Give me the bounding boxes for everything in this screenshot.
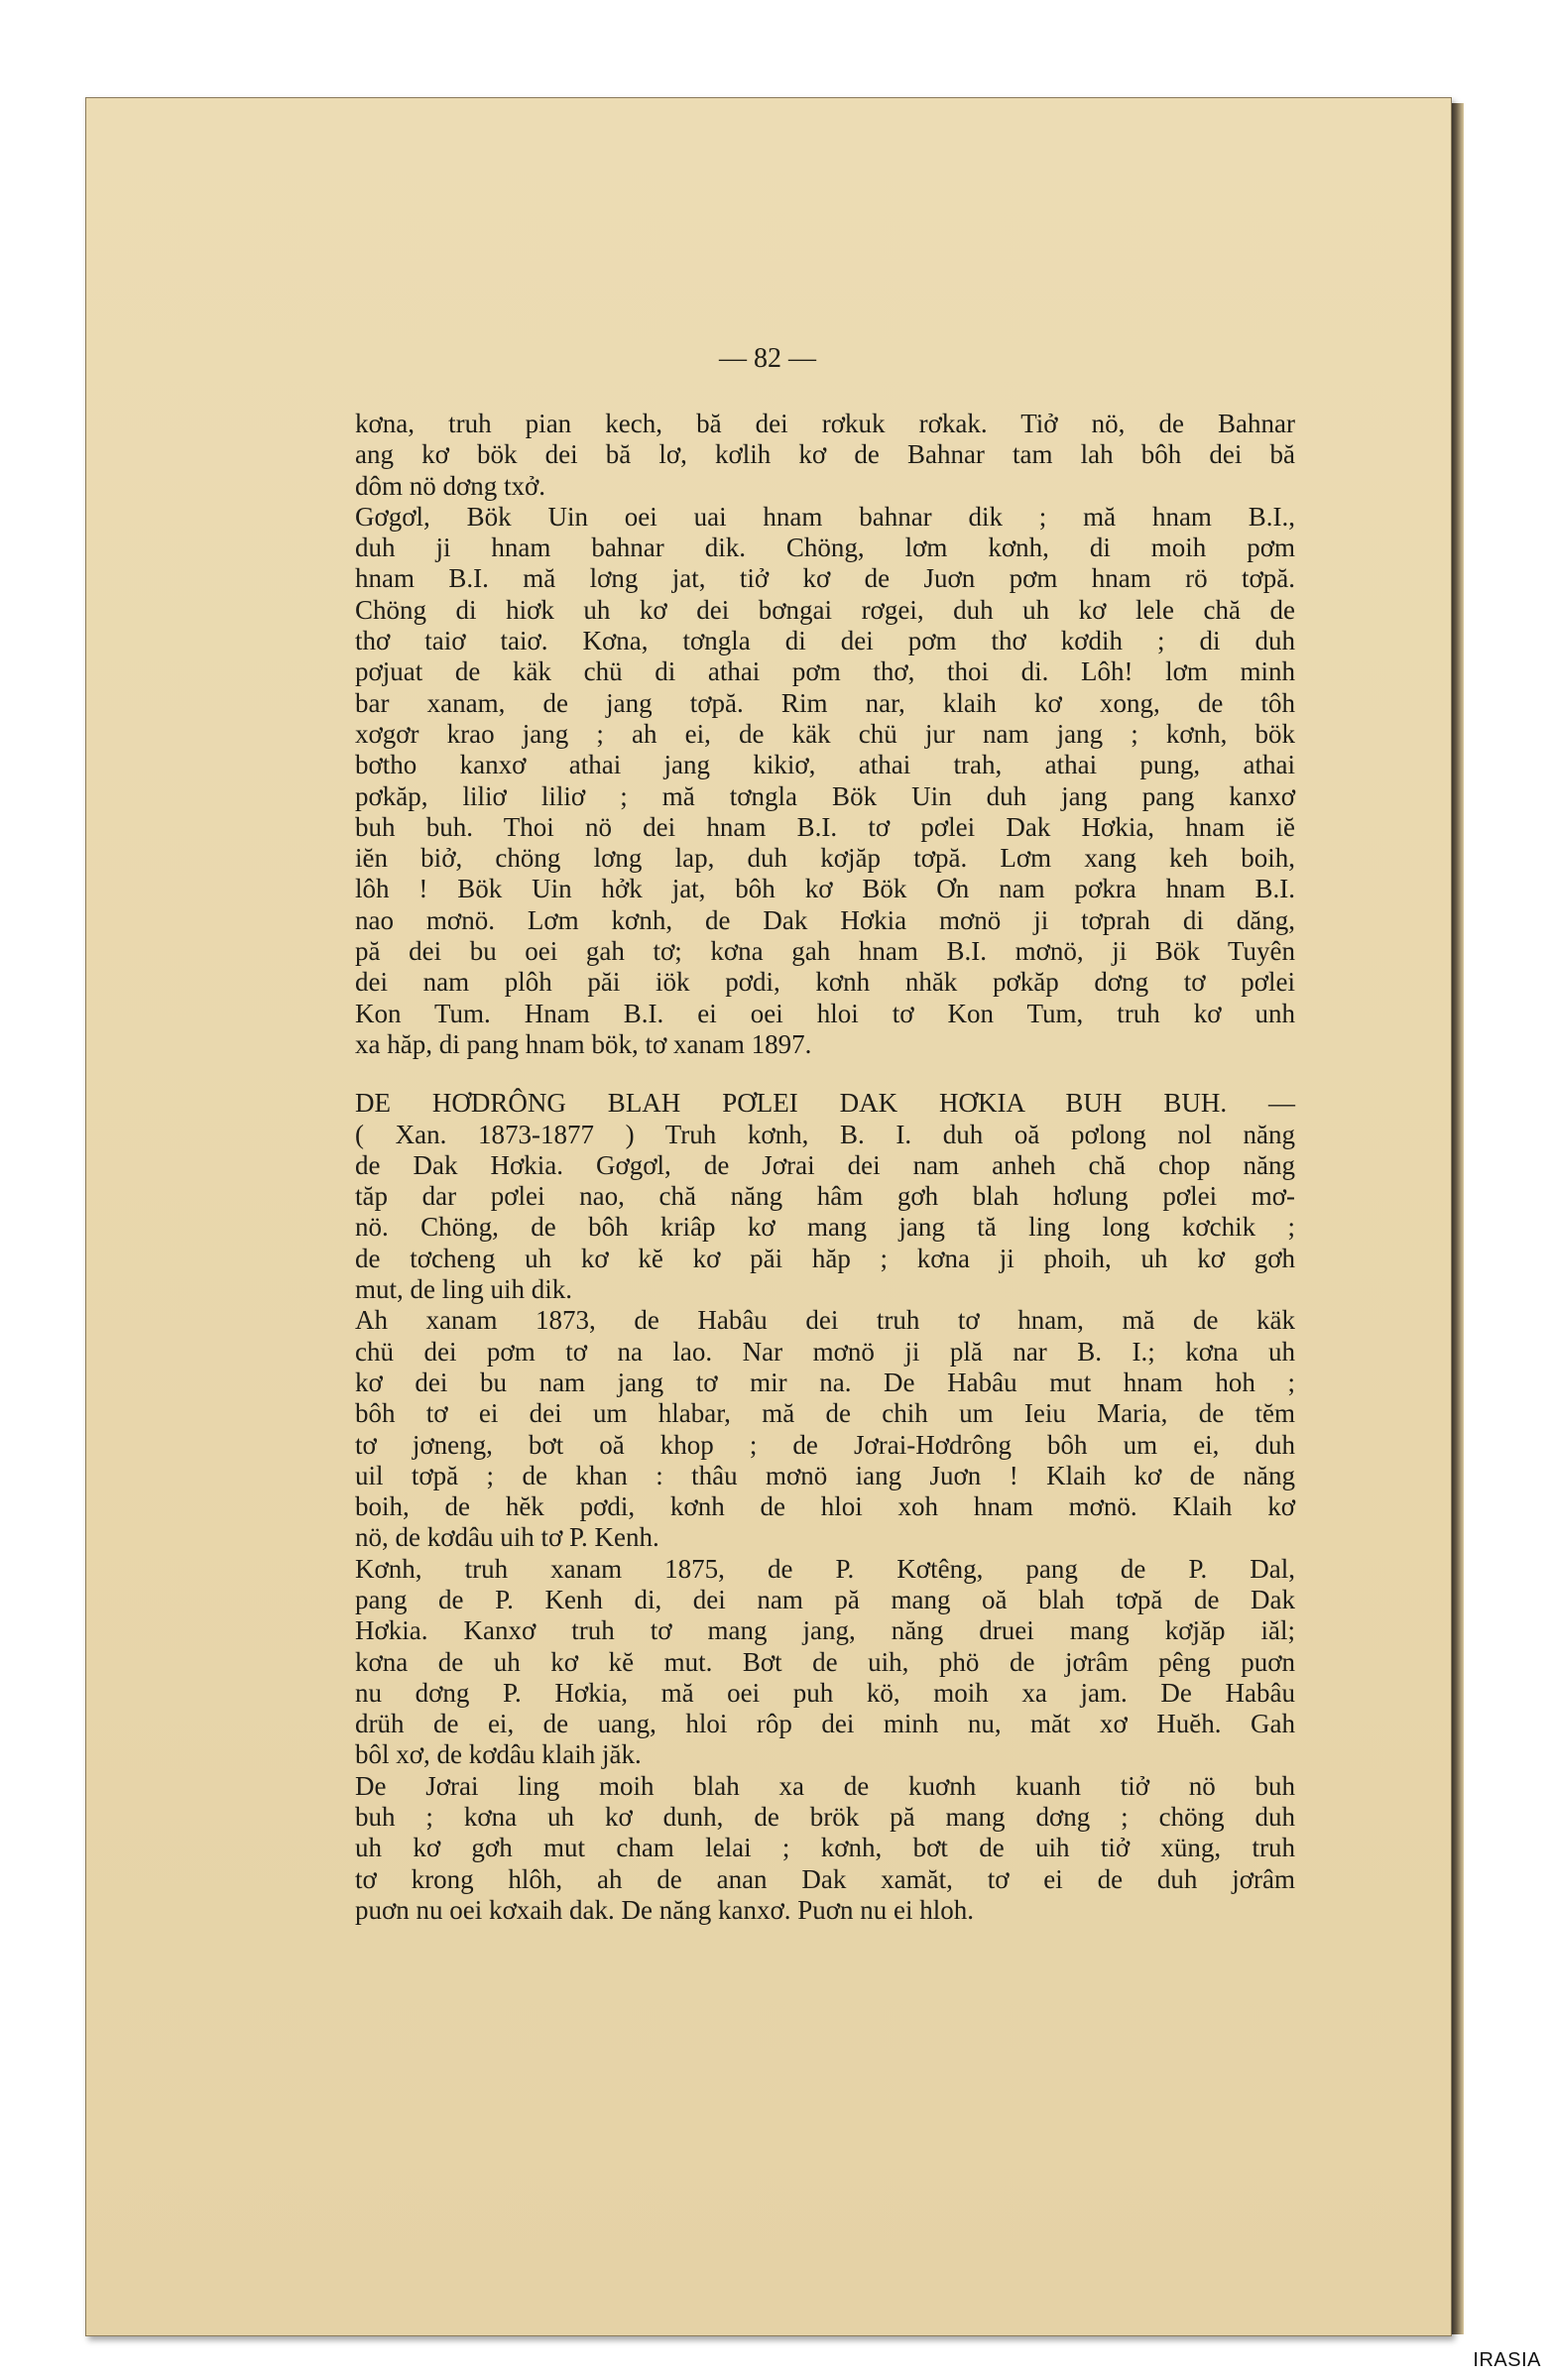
text-line: nu dơng P. Hơkia, mă oei puh kö, moih xa jam. De Habâu bbox=[355, 1677, 1295, 1708]
text-line: nao mơnö. Lơm kơnh, de Dak Hơkia mơnö ji tơprah di dăng, bbox=[355, 904, 1295, 935]
page-fold-edge bbox=[1452, 103, 1464, 2334]
text-line: duh ji hnam bahnar dik. Chöng, lơm kơnh, di moih pơm bbox=[355, 533, 1295, 563]
text-line: xa hăp, di pang hnam bök, tơ xanam 1897. bbox=[355, 1028, 812, 1059]
text-line: Ah xanam 1873, de Habâu dei truh tơ hnam, mă de käk bbox=[355, 1305, 1295, 1336]
text-line: Gơgơl, Bök Uin oei uai hnam bahnar dik ; mă hnam B.I., bbox=[355, 501, 1295, 532]
paragraph-5 bbox=[355, 1554, 1295, 1771]
text-line: DE HƠDRÔNG BLAH PƠLEI DAK HƠKIA BUH BUH. — bbox=[355, 1088, 1295, 1119]
paragraph-gap bbox=[355, 1060, 1295, 1088]
text-line: bar xanam, de jang tơpă. Rim nar, klaih kơ xong, de tôh bbox=[355, 687, 1295, 718]
text-line: Kơnh, truh xanam 1875, de P. Kơtêng, pang de P. Dal, bbox=[355, 1553, 1295, 1584]
text-line: bôh tơ ei dei um hlabar, mă de chih um Ieiu Maria, de tĕm bbox=[355, 1398, 1295, 1429]
text-line: drüh de ei, de uang, hloi rôp dei minh nu, măt xơ Huĕh. Gah bbox=[355, 1709, 1295, 1739]
text-line: ( Xan. 1873-1877 ) Truh kơnh, B. I. duh oă pơlong nol năng bbox=[355, 1119, 1295, 1149]
text-line: ang kơ bök dei bă lơ, kơlih kơ de Bahnar tam lah bôh dei bă bbox=[355, 439, 1295, 470]
text-line: Hơkia. Kanxơ truh tơ mang jang, năng druei mang kơjăp iăl; bbox=[355, 1615, 1295, 1646]
text-line: dôm nö dơng txở. bbox=[355, 470, 546, 501]
text-line: kơna de uh kơ kĕ mut. Bơt de uih, phö de jơrâm pêng puơn bbox=[355, 1646, 1295, 1677]
paragraph-3 bbox=[355, 1088, 1295, 1305]
text-line: bôl xơ, de kơdâu klaih jăk. bbox=[355, 1739, 642, 1770]
text-line: hnam B.I. mă lơng jat, tiở kơ de Juơn pơm hnam rö tơpă. bbox=[355, 563, 1295, 594]
text-line: tơ krong hlôh, ah de anan Dak xamăt, tơ ei de duh jơrâm bbox=[355, 1863, 1295, 1894]
text-line: Kon Tum. Hnam B.I. ei oei hloi tơ Kon Tum, truh kơ unh bbox=[355, 998, 1295, 1028]
text-line: kơ dei bu nam jang tơ mir na. De Habâu mut hnam hoh ; bbox=[355, 1367, 1295, 1397]
text-line: boih, de hĕk pơdi, kơnh de hloi xoh hnam mơnö. Klaih kơ bbox=[355, 1491, 1295, 1522]
text-line: pang de P. Kenh di, dei nam pă mang oă blah tơpă de Dak bbox=[355, 1584, 1295, 1614]
text-line: uil tơpă ; de khan : thâu mơnö iang Juơn ! Klaih kơ de năng bbox=[355, 1460, 1295, 1490]
page-number: — 82 — bbox=[719, 343, 816, 374]
paragraph-2 bbox=[355, 502, 1295, 1060]
text-line: puơn nu oei kơxaih dak. De năng kanxơ. Puơn nu ei hloh. bbox=[355, 1894, 975, 1925]
body-text bbox=[355, 409, 1295, 1926]
text-line: de tơcheng uh kơ kĕ kơ păi hăp ; kơna ji phoih, uh kơ gơh bbox=[355, 1243, 1295, 1273]
text-line: de Dak Hơkia. Gơgơl, de Jơrai dei nam anheh chă chop năng bbox=[355, 1149, 1295, 1180]
text-line: nö. Chöng, de bôh kriâp kơ mang jang tă ling long kơchik ; bbox=[355, 1212, 1295, 1243]
text-line: kơna, truh pian kech, bă dei rơkuk rơkak. Tiở nö, de Bahnar bbox=[355, 409, 1295, 438]
text-line: iĕn biở, chöng lơng lap, duh kơjăp tơpă. Lơm xang keh boih, bbox=[355, 843, 1295, 874]
text-line: tơ jơneng, bơt oă khop ; de Jơrai-Hơdrông bôh um ei, duh bbox=[355, 1429, 1295, 1460]
text-line: thơ taiơ taiơ. Kơna, tơngla di dei pơm thơ kơdih ; di duh bbox=[355, 626, 1295, 656]
text-line: uh kơ gơh mut cham lelai ; kơnh, bơt de uih tiở xüng, truh bbox=[355, 1833, 1295, 1863]
text-line: xơgơr krao jang ; ah ei, de käk chü jur nam jang ; kơnh, bök bbox=[355, 718, 1295, 749]
text-line: Chöng di hiơk uh kơ dei bơngai rơgei, duh uh kơ lele chă de bbox=[355, 594, 1295, 625]
text-line: bơtho kanxơ athai jang kikiơ, athai trah, athai pung, athai bbox=[355, 750, 1295, 780]
paragraph-4 bbox=[355, 1305, 1295, 1553]
text-line: buh ; kơna uh kơ dunh, de brök pă mang dơng ; chöng duh bbox=[355, 1802, 1295, 1833]
text-line: lôh ! Bök Uin hởk jat, bôh kơ Bök Ơn nam pơkra hnam B.I. bbox=[355, 874, 1295, 904]
text-line: dei nam plôh păi iök pơdi, kơnh nhăk pơkăp dơng tơ pơlei bbox=[355, 967, 1295, 998]
irasia-watermark: IRASIA bbox=[1473, 2349, 1541, 2371]
text-line: chü dei pơm tơ na lao. Nar mơnö ji plă nar B. I.; kơna uh bbox=[355, 1336, 1295, 1367]
text-line: pơkăp, liliơ liliơ ; mă tơngla Bök Uin duh jang pang kanxơ bbox=[355, 780, 1295, 811]
text-line: nö, de kơdâu uih tơ P. Kenh. bbox=[355, 1522, 659, 1553]
text-line: tăp dar pơlei nao, chă năng hâm gơh blah hơlung pơlei mơ- bbox=[355, 1181, 1295, 1212]
text-line: buh buh. Thoi nö dei hnam B.I. tơ pơlei Dak Hơkia, hnam iĕ bbox=[355, 811, 1295, 842]
paragraph-1 bbox=[355, 409, 1295, 502]
text-line: pă dei bu oei gah tơ; kơna gah hnam B.I. mơnö, ji Bök Tuyên bbox=[355, 936, 1295, 967]
text-line: De Jơrai ling moih blah xa de kuơnh kuanh tiở nö buh bbox=[355, 1770, 1295, 1801]
paragraph-6 bbox=[355, 1771, 1295, 1926]
text-line: pơjuat de käk chü di athai pơm thơ, thoi di. Lôh! lơm minh bbox=[355, 656, 1295, 687]
text-line: mut, de ling uih dik. bbox=[355, 1274, 572, 1305]
